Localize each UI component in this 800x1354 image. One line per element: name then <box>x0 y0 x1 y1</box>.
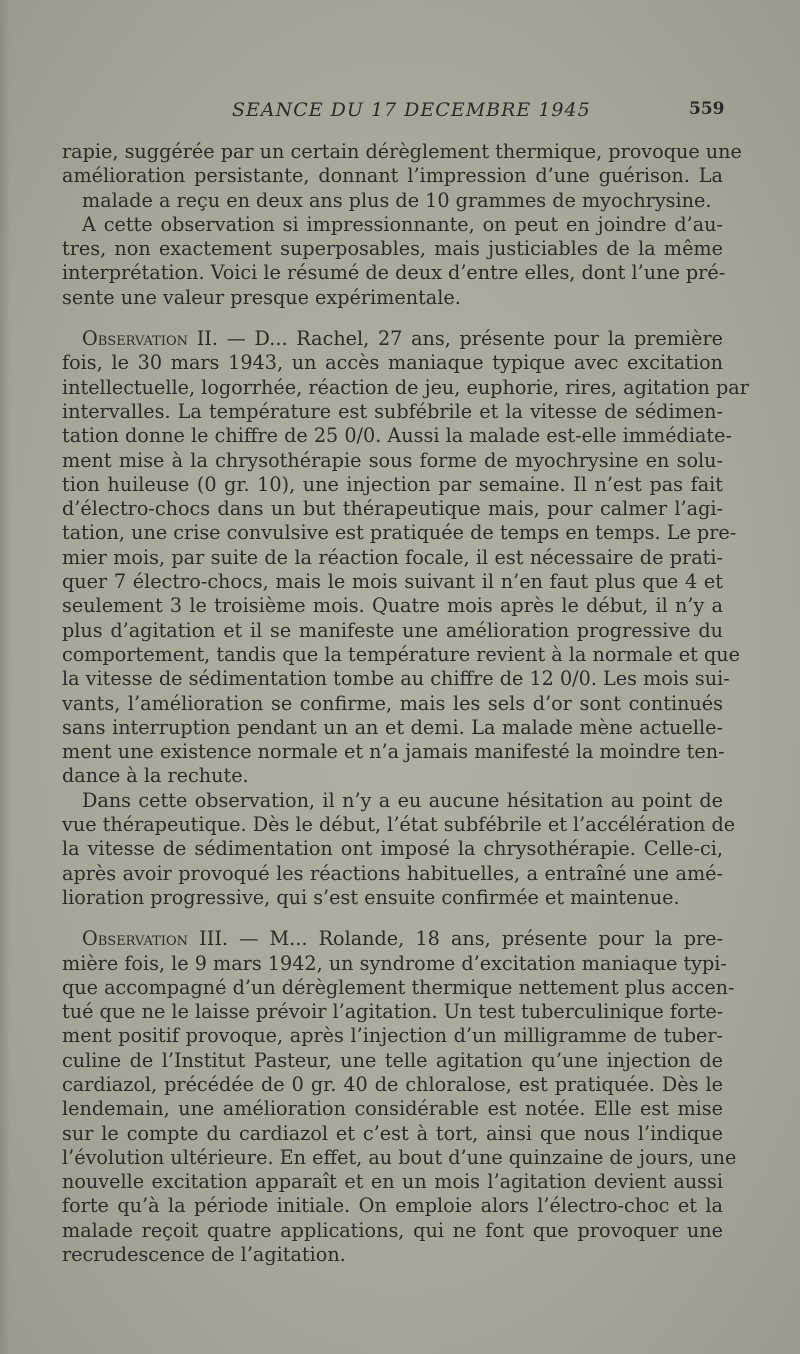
text-line <box>62 327 723 351</box>
observation-first-line: — D... Rachel, 27 ans, présente pour la première <box>217 327 723 351</box>
text-line: que accompagné d’un dérèglement thermique nettement plus accen- <box>62 975 735 999</box>
page-left-edge-shadow <box>0 0 10 1354</box>
page-header <box>0 99 800 129</box>
observation-label: Observation III. <box>82 927 229 951</box>
text-line: ment une existence normale et n’a jamais manifesté la moindre ten- <box>62 740 725 764</box>
text-line: intervalles. La température est subfébrile et la vitesse de sédimen- <box>62 399 723 423</box>
text-line: la vitesse de sédimentation tombe au chiffre de 12 0/0. Les mois sui- <box>62 667 730 691</box>
text-line: tres, non exactement superposables, mais justiciables de la même <box>62 237 723 261</box>
text-line: d’électro-chocs dans un but thérapeutique mais, pour calmer l’agi- <box>62 497 723 521</box>
text-line: après avoir provoqué les réactions habituelles, a entraîné une amé- <box>62 861 723 885</box>
text-line: lioration progressive, qui s’est ensuite confirmée et maintenue. <box>62 885 680 909</box>
text-line: nouvelle excitation apparaît et en un mois l’agitation devient aussi <box>62 1170 723 1194</box>
body-text <box>62 140 749 1267</box>
text-line: dance à la rechute. <box>62 764 249 788</box>
text-line: tation donne le chiffre de 25 0/0. Aussi la malade est-elle immédiate- <box>62 424 732 448</box>
text-line: rapie, suggérée par un certain dérèglement thermique, provoque une <box>62 140 742 163</box>
text-line: mière fois, le 9 mars 1942, un syndrome d’excitation maniaque typi- <box>62 951 727 975</box>
text-line: sur le compte du cardiazol et c’est à tort, ainsi que nous l’indique <box>62 1121 723 1145</box>
text-line: cardiazol, précédée de 0 gr. 40 de chloralose, est pratiquée. Dès le <box>62 1072 723 1096</box>
text-line: ment mise à la chrysothérapie sous forme de myochrysine en solu- <box>62 448 723 472</box>
text-line: malade reçoit quatre applications, qui ne font que provoquer une <box>62 1218 723 1242</box>
text-line: plus d’agitation et il se manifeste une amélioration progressive du <box>62 618 723 642</box>
text-line: mier mois, par suite de la réaction focale, il est nécessaire de prati- <box>62 545 723 569</box>
text-line: tué que ne le laisse prévoir l’agitation. Un test tuberculinique forte- <box>62 1000 724 1024</box>
text-line: ment positif provoque, après l’injection d’un milligramme de tuber- <box>62 1024 723 1048</box>
text-line: sente une valeur presque expérimentale. <box>62 285 461 309</box>
text-line: culine de l’Institut Pasteur, une telle agitation qu’une injection de <box>62 1048 723 1072</box>
observation-3 <box>62 927 737 1267</box>
text-line: quer 7 électro-chocs, mais le mois suivant il n’en faut plus que 4 et <box>62 570 723 594</box>
observation-first-line: — M... Rolande, 18 ans, présente pour la pre- <box>228 927 723 951</box>
text-line: tation, une crise convulsive est pratiquée de temps en temps. Le pre- <box>62 521 737 545</box>
text-line: la vitesse de sédimentation ont imposé la chrysothérapie. Celle-ci, <box>62 837 723 861</box>
text-line: malade a reçu en deux ans plus de 10 grammes de myochrysine. <box>82 188 712 212</box>
text-line: comportement, tandis que la température revient à la normale et que <box>62 642 740 666</box>
observation-2 <box>62 327 749 789</box>
text-line: sans interruption pendant un an et demi. La malade mène actuelle- <box>62 715 723 739</box>
text-line: forte qu’à la période initiale. On emploie alors l’électro-choc et la <box>62 1194 723 1218</box>
text-line: amélioration persistante, donnant l’impression d’une guérison. La <box>62 164 723 188</box>
text-line: tion huileuse (0 gr. 10), une injection par semaine. Il n’est pas fait <box>62 472 723 496</box>
text-line: vue thérapeutique. Dès le début, l’état subfébrile et l’accélération de <box>62 813 736 837</box>
paragraph-discussion <box>62 788 736 910</box>
text-line: A cette observation si impressionnante, on peut en joindre d’au- <box>82 212 723 236</box>
text-line <box>62 927 723 951</box>
text-line: recrudescence de l’agitation. <box>62 1243 346 1267</box>
text-line: vants, l’amélioration se confirme, mais les sels d’or sont continués <box>62 691 723 715</box>
running-head: SEANCE DU 17 DECEMBRE 1945 <box>232 99 591 121</box>
page-number: 559 <box>689 99 725 119</box>
text-line: fois, le 30 mars 1943, un accès maniaque typique avec excitation <box>62 351 723 375</box>
text-line: lendemain, une amélioration considérable est notée. Elle est mise <box>62 1097 723 1121</box>
text-line: Dans cette observation, il n’y a eu aucune hésitation au point de <box>82 788 723 812</box>
text-line: seulement 3 le troisième mois. Quatre mois après le début, il n’y a <box>62 594 723 618</box>
paragraph-continuation <box>62 140 742 213</box>
paragraph-intro-observations <box>62 212 726 310</box>
text-line: l’évolution ultérieure. En effet, au bout d’une quinzaine de jours, une <box>62 1145 737 1169</box>
observation-label: Observation II. <box>82 327 218 351</box>
text-line: interprétation. Voici le résumé de deux d’entre elles, dont l’une pré- <box>62 261 726 285</box>
text-line: intellectuelle, logorrhée, réaction de jeu, euphorie, rires, agitation par <box>62 375 749 399</box>
